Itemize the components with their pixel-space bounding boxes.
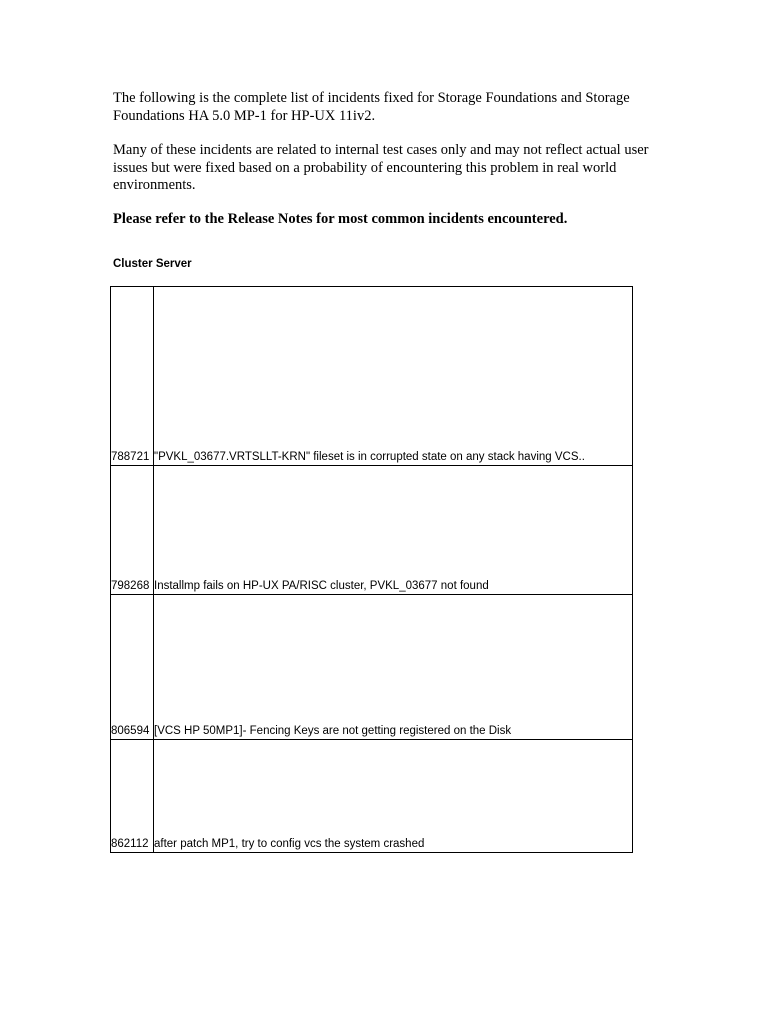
- incidents-table: [110, 286, 633, 853]
- incident-description: "PVKL_03677.VRTSLLT-KRN" fileset is in corrupted state on any stack having VCS..: [154, 287, 633, 466]
- section-title: Cluster Server: [113, 258, 192, 270]
- incident-id: 798268: [111, 466, 154, 595]
- incident-description: Installmp fails on HP-UX PA/RISC cluster, PVKL_03677 not found: [154, 466, 633, 595]
- table-row: [111, 595, 633, 740]
- table-row: [111, 466, 633, 595]
- incident-id: 788721: [111, 287, 154, 466]
- incident-description: [VCS HP 50MP1]- Fencing Keys are not getting registered on the Disk: [154, 595, 633, 740]
- intro-paragraph: The following is the complete list of incidents fixed for Storage Foundations and Storage Foundations HA 5.0 MP-1 for HP-UX 11iv2.: [113, 90, 630, 124]
- incident-id: 806594: [111, 595, 154, 740]
- table-row: [111, 287, 633, 466]
- table-row: [111, 740, 633, 853]
- incident-id: 862112: [111, 740, 154, 853]
- release-notes-reference: Please refer to the Release Notes for most common incidents encountered.: [113, 211, 568, 227]
- note-paragraph: Many of these incidents are related to internal test cases only and may not reflect actual user issues but were fixed based on a probability of encountering this problem in real world environments.: [113, 142, 649, 193]
- incident-description: after patch MP1, try to config vcs the system crashed: [154, 740, 633, 853]
